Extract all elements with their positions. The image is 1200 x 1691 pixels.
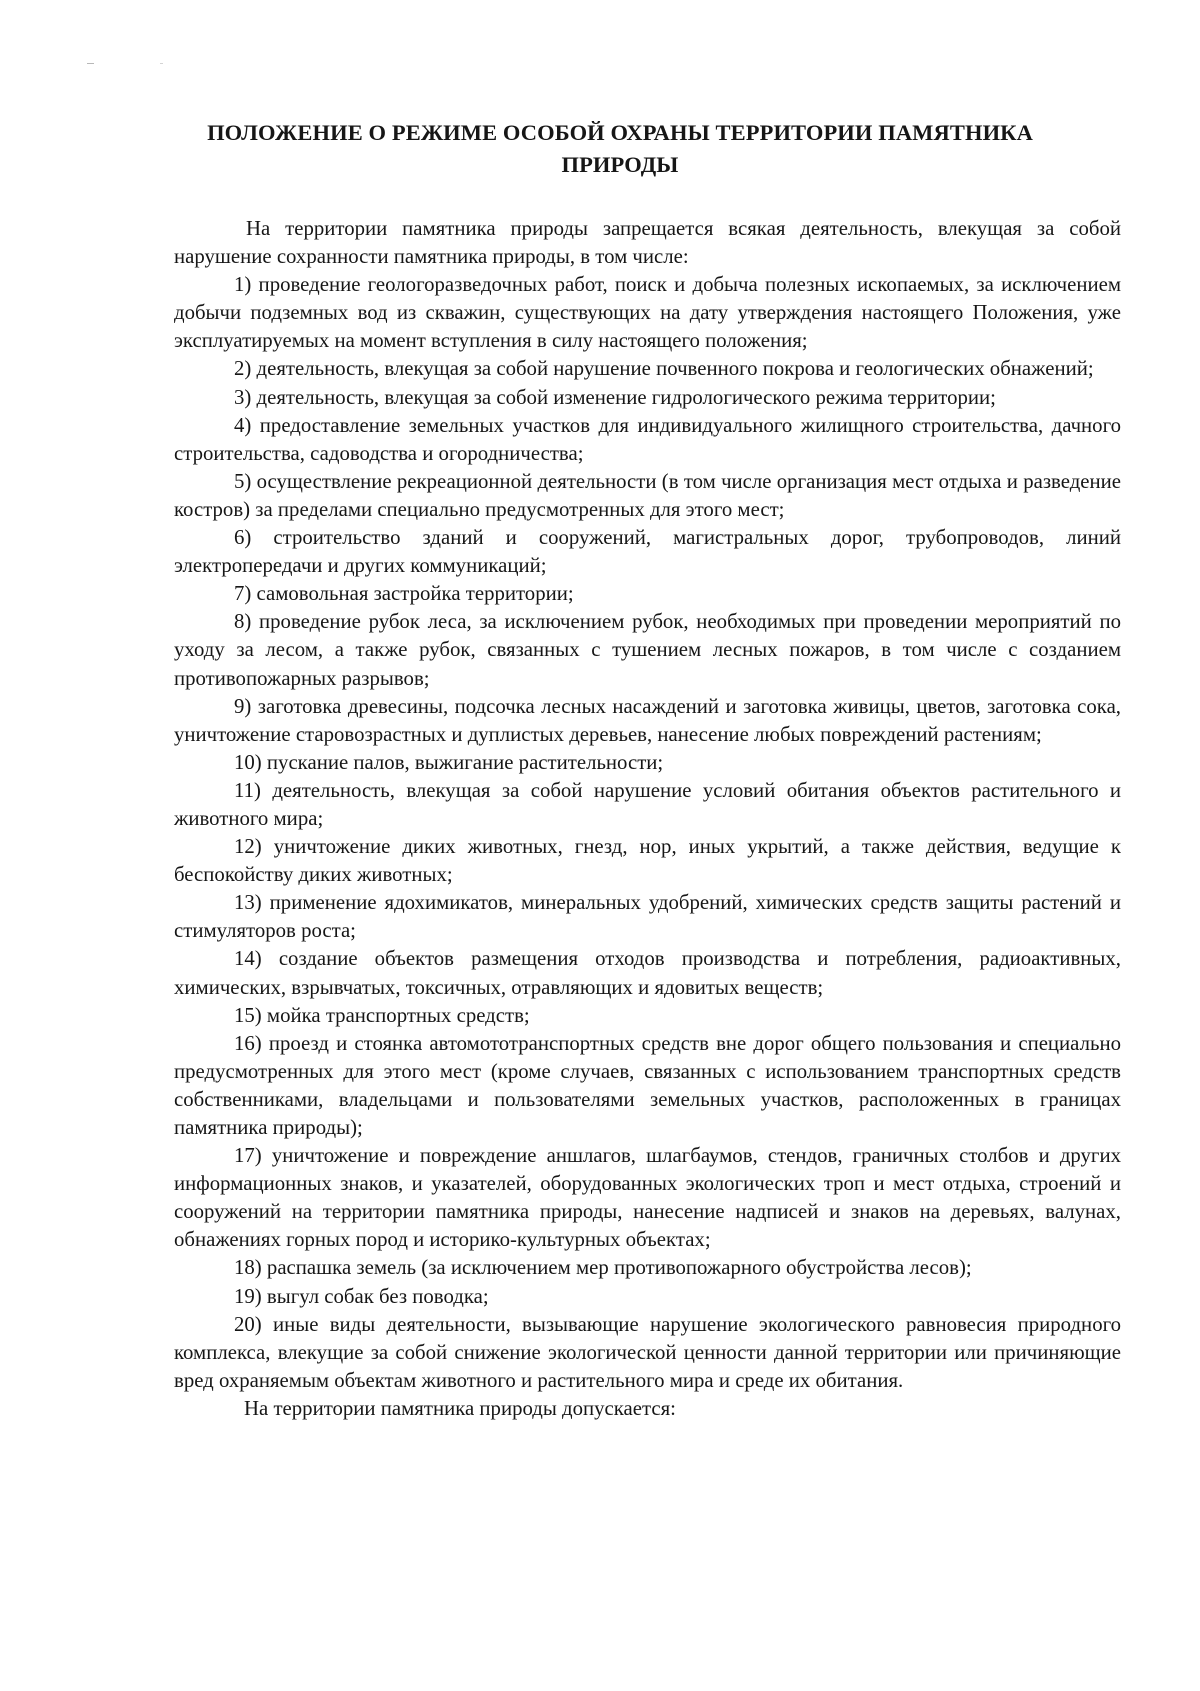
intro-paragraph: На территории памятника природы запрещается всякая деятельность, влекущая за собой нарушение сохранности памятника природы, в том числе: (174, 217, 1121, 269)
list-item: 20) иные виды деятельности, вызывающие нарушение экологического равновесия природного комплекса, влекущие за собой снижение экологической ценности данной территории или причиняющие вред охраняемым объектам животного и растительного мира и среде их обитания. (174, 1312, 1121, 1392)
list-item: 10) пускание палов, выжигание растительности; (234, 750, 664, 774)
list-item: 14) создание объектов размещения отходов производства и потребления, радиоактивных, химических, взрывчатых, токсичных, отравляющих и ядовитых веществ; (174, 947, 1121, 999)
list-item: 1) проведение геологоразведочных работ, поиск и добыча полезных ископаемых, за исключением добычи подземных вод из скважин, существующих на дату утверждения настоящего Положения, уже эксплуатируемых на момент вступления в силу настоящего положения; (174, 273, 1121, 353)
document-body (174, 215, 1121, 1423)
list-item: 19) выгул собак без поводка; (234, 1284, 489, 1308)
list-item: 4) предоставление земельных участков для индивидуального жилищного строительства, дачного строительства, садоводства и огородничества; (174, 413, 1121, 465)
list-item: 11) деятельность, влекущая за собой нарушение условий обитания объектов растительного и животного мира; (174, 778, 1121, 830)
list-item: 6) строительство зданий и сооружений, магистральных дорог, трубопроводов, линий электропередачи и других коммуникаций; (174, 526, 1121, 578)
list-item: 12) уничтожение диких животных, гнезд, нор, иных укрытий, а также действия, ведущие к беспокойству диких животных; (174, 835, 1121, 887)
list-item: 2) деятельность, влекущая за собой нарушение почвенного покрова и геологических обнажений; (234, 357, 1094, 381)
list-item: 3) деятельность, влекущая за собой изменение гидрологического режима территории; (234, 385, 996, 409)
list-item: 15) мойка транспортных средств; (234, 1003, 530, 1027)
document-title (140, 117, 1100, 181)
scan-artifact (87, 63, 94, 64)
list-item: 18) распашка земель (за исключением мер противопожарного обустройства лесов); (234, 1256, 972, 1280)
list-item: 16) проезд и стоянка автомототранспортных средств вне дорог общего пользования и специально предусмотренных для этого мест (кроме случаев, связанных с использованием транспортных средств собственниками, владельцами и пользователями земельных участков, расположенных в границах памятника природы); (174, 1031, 1121, 1139)
list-item: 7) самовольная застройка территории; (234, 582, 574, 606)
scan-artifact (160, 63, 163, 64)
list-item: 5) осуществление рекреационной деятельности (в том числе организация мест отдыха и разведение костров) за пределами специально предусмотренных для этого мест; (174, 469, 1121, 521)
list-item: 9) заготовка древесины, подсочка лесных насаждений и заготовка живицы, цветов, заготовка сока, уничтожение старовозрастных и дуплистых деревьев, нанесение любых повреждений растениям; (174, 694, 1121, 746)
list-item: 13) применение ядохимикатов, минеральных удобрений, химических средств защиты растений и стимуляторов роста; (174, 891, 1121, 943)
list-item: 8) проведение рубок леса, за исключением рубок, необходимых при проведении мероприятий по уходу за лесом, а также рубок, связанных с тушением лесных пожаров, в том числе с созданием противопожарных разрывов; (174, 610, 1121, 690)
closing-paragraph: На территории памятника природы допускается: (244, 1396, 676, 1420)
title-line-1: ПОЛОЖЕНИЕ О РЕЖИМЕ ОСОБОЙ ОХРАНЫ ТЕРРИТОРИИ ПАМЯТНИКА (207, 120, 1033, 145)
title-line-2: ПРИРОДЫ (561, 152, 679, 177)
list-item: 17) уничтожение и повреждение аншлагов, шлагбаумов, стендов, граничных столбов и других информационных знаков, и указателей, оборудованных экологических троп и мест отдыха, строений и сооружений на территории памятника природы, нанесение надписей и знаков на деревьях, валунах, обнажениях горных пород и историко-культурных объектах; (174, 1144, 1121, 1252)
